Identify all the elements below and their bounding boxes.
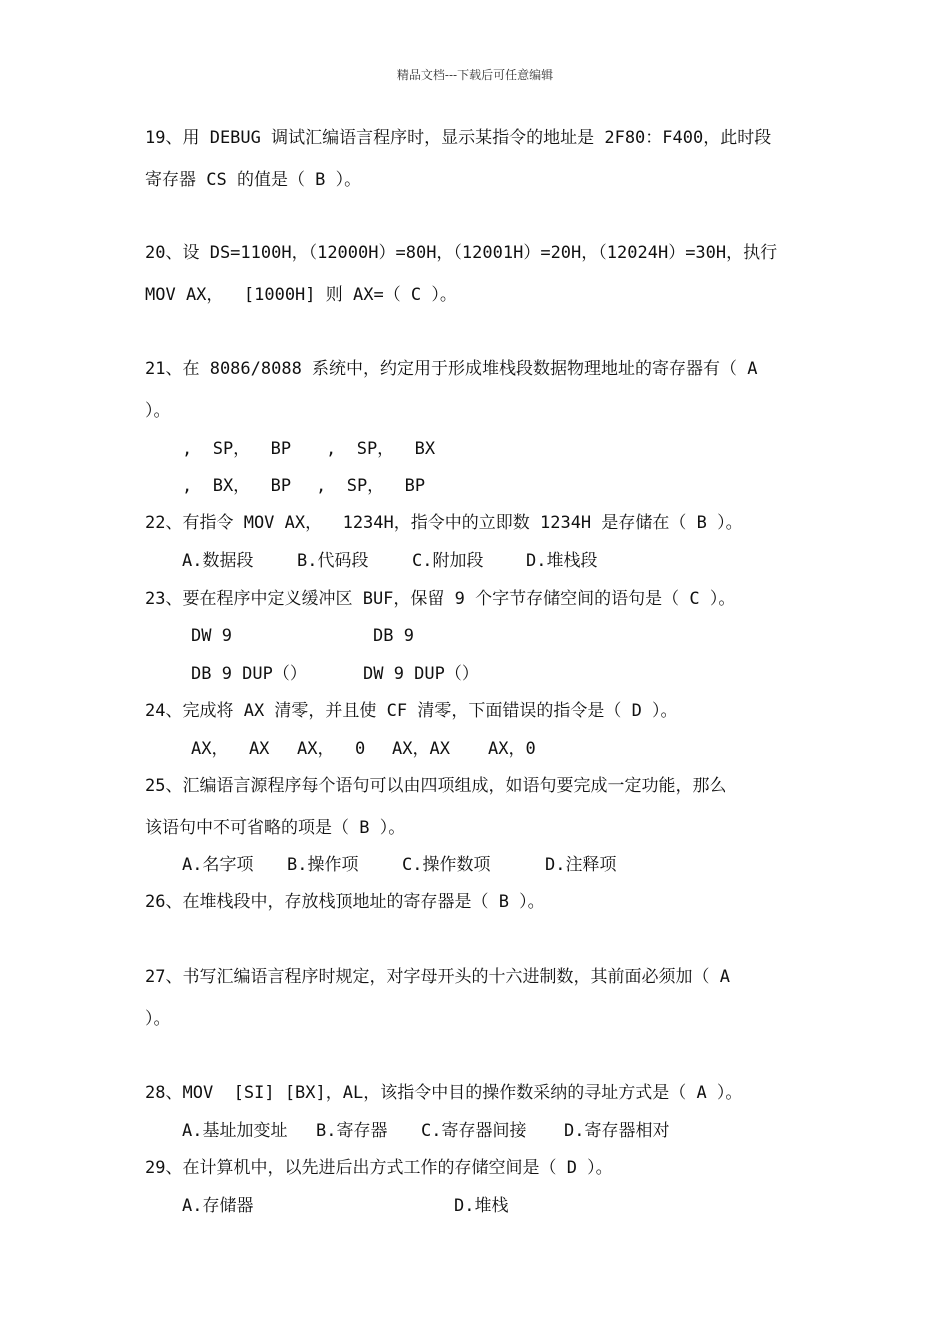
question-20-line-1: 20、设 DS=1100H，（12000H）=80H，（12001H）=20H，（12024H）=30H，执行 (145, 243, 778, 263)
question-22-option-a: A.数据段 (182, 551, 254, 571)
question-28-option-c: C.寄存器间接 (421, 1121, 527, 1141)
question-19-line-1: 19、用 DEBUG 调试汇编语言程序时，显示某指令的地址是 2F80：F400，此时段 (145, 128, 772, 148)
question-25-option-b: B.操作项 (287, 855, 359, 875)
question-27-line-1: 27、书写汇编语言程序时规定，对字母开头的十六进制数，其前面必须加（ A (145, 967, 730, 987)
question-21-option-c: , BX， BP (182, 476, 292, 496)
question-28-option-b: B.寄存器 (316, 1121, 388, 1141)
page-header: 精品文档---下载后可任意编辑 (396, 68, 554, 82)
question-22-line-1: 22、有指令 MOV AX， 1234H，指令中的立即数 1234H 是存储在（ B ）。 (145, 513, 743, 533)
question-23-option-a: DW 9 (191, 626, 232, 646)
question-22-option-d: D.堆栈段 (526, 551, 598, 571)
question-23-option-b: DB 9 (373, 626, 414, 646)
question-29-option-d: D.堆栈 (454, 1196, 509, 1216)
question-25-option-c: C.操作数项 (402, 855, 491, 875)
question-25-line-1: 25、汇编语言源程序每个语句可以由四项组成，如语句要完成一定功能，那么 (145, 776, 727, 796)
question-23-option-d: DW 9 DUP（） (363, 664, 479, 684)
question-21-option-b: , SP， BX (326, 439, 436, 459)
question-20-line-2: MOV AX， [1000H] 则 AX=（ C ）。 (145, 285, 457, 305)
question-29-line-1: 29、在计算机中，以先进后出方式工作的存储空间是（ D ）。 (145, 1158, 613, 1178)
question-21-option-d: , SP， BP (316, 476, 426, 496)
question-28-option-d: D.寄存器相对 (564, 1121, 670, 1141)
question-24-line-1: 24、完成将 AX 清零，并且使 CF 清零，下面错误的指令是（ D ）。 (145, 701, 678, 721)
question-23-line-1: 23、要在程序中定义缓冲区 BUF，保留 9 个字节存储空间的语句是（ C ）。 (145, 589, 736, 609)
question-22-option-c: C.附加段 (412, 551, 484, 571)
question-21-line-1: 21、在 8086/8088 系统中，约定用于形成堆栈段数据物理地址的寄存器有（ A (145, 359, 758, 379)
question-21-option-a: , SP， BP (182, 439, 292, 459)
question-27-line-2: ）。 (145, 1009, 171, 1029)
question-25-option-d: D.注释项 (545, 855, 617, 875)
question-24-option-b: AX， 0 (297, 739, 366, 759)
question-24-option-c: AX，AX (392, 739, 450, 759)
question-24-option-d: AX，0 (488, 739, 536, 759)
question-26-line-1: 26、在堆栈段中，存放栈顶地址的寄存器是（ B ）。 (145, 892, 545, 912)
question-24-option-a: AX， AX (191, 739, 270, 759)
question-22-option-b: B.代码段 (297, 551, 369, 571)
question-28-option-a: A.基址加变址 (182, 1121, 288, 1141)
question-23-option-c: DB 9 DUP（） (191, 664, 307, 684)
question-25-option-a: A.名字项 (182, 855, 254, 875)
question-21-line-2: ）。 (145, 401, 171, 421)
question-19-line-2: 寄存器 CS 的值是（ B ）。 (145, 170, 362, 190)
question-29-option-a: A.存储器 (182, 1196, 254, 1216)
question-25-line-2: 该语句中不可省略的项是（ B ）。 (145, 818, 406, 838)
question-28-line-1: 28、MOV [SI] [BX]，AL，该指令中目的操作数采纳的寻址方式是（ A ）。 (145, 1083, 743, 1103)
